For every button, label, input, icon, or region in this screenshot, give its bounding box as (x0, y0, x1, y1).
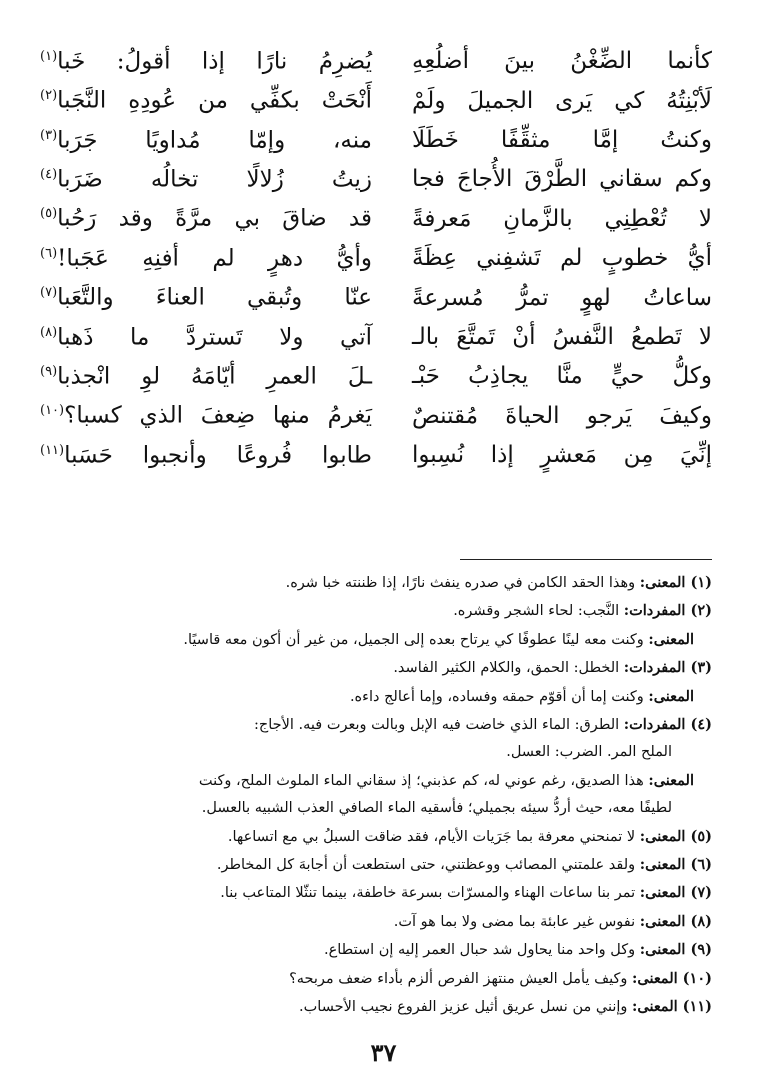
page-number: ٣٧ (370, 1038, 397, 1067)
verse-second-hemistich: طابوا فُروعًا وأنجبوا حَسَبا$^{(١١)}$ (40, 442, 372, 469)
verse (40, 200, 712, 239)
footnote-continuation: الملح المر. الضرب: العسل. (506, 744, 672, 761)
footnote-ref: (٤) (40, 167, 58, 183)
footnote: (١٠) المعنى: وكيف يأمل العيش منتهز الفرص ألزم بأداء ضعف مربحه؟ (289, 969, 712, 987)
verse-second-hemistich: ـلَ العمرِ أيّامَهُ لوِ انْجذبا$^{(٩)}$ (40, 363, 372, 390)
footnote-continuation: لطيفًا معه، حيث أردُّ سيئه بجميلي؛ فأسقيه الماء الصافي العذب الشبيه بالعسل. (201, 800, 672, 817)
verse-second-hemistich: عنّا وتُبقي العناءَ والتَّعَبا$^{(٧)}$ (40, 284, 372, 311)
footnote-separator (460, 559, 712, 560)
footnote-ref: (١٠) (40, 403, 65, 419)
footnote-ref: (٣) (40, 127, 58, 143)
verse (40, 278, 712, 317)
verse (40, 436, 712, 475)
verse-first-hemistich: وكنتُ إمَّا مثقِّفًا خَطَلَا (412, 126, 712, 153)
verse-second-hemistich: أَنْحَتْ بكفِّي من عُودِهِ النَّجَبا$^{(٢)}$ (40, 87, 372, 114)
poem (40, 42, 712, 475)
verse-second-hemistich: يُضرِمُ نارًا إذا أقولُ: خَبا$^{(١)}$ (40, 48, 372, 75)
verse-first-hemistich: وكلُّ حيٍّ منَّا يجاذِبُ حَبْـ (412, 363, 712, 390)
verse-first-hemistich: لا تُعْطِنِي بالزَّمانِ مَعرفةً (412, 205, 712, 232)
verse-second-hemistich: آتي ولا تَستردَّ ما ذَهبا$^{(٨)}$ (40, 324, 372, 351)
verse (40, 397, 712, 436)
footnote-meaning: المعنى: وكنت إما أن أقوّم حمقه وفساده، وإما أعالج داءه. (349, 687, 694, 705)
footnote-ref: (١١) (40, 442, 65, 458)
verse-first-hemistich: لَأبْنِتُهُ كي يَرى الجميلَ ولَمْ (412, 87, 712, 114)
verse-second-hemistich: قد ضاقَ بي مرَّةً وقد رَحُبا$^{(٥)}$ (40, 206, 372, 233)
footnote: (٨) المعنى: نفوس غير عابئة بما مضى ولا بما هو آت. (393, 912, 712, 930)
footnote-ref: (٩) (40, 363, 58, 379)
verse (40, 357, 712, 396)
verse-first-hemistich: لا تَطمعُ النَّفسُ أنْ تَمتَّعَ بالـ (412, 323, 712, 350)
footnote: (٢) المفردات: النَّجب: لحاء الشجر وقشره. (453, 602, 712, 620)
verse-second-hemistich: منه، وإمّا مُداويًا جَرَبا$^{(٣)}$ (40, 127, 372, 154)
footnote-ref: (٨) (40, 324, 58, 340)
verse-first-hemistich: أيُّ خطوبٍ لم تَشفِني عِظَةً (412, 245, 712, 272)
verse (40, 121, 712, 160)
footnotes (40, 569, 712, 1022)
verse (40, 160, 712, 199)
footnote: (٤) المفردات: الطرق: الماء الذي خاضت فيه الإبل وبالت وبعرت فيه. الأجاج: (253, 716, 712, 734)
verse-second-hemistich: زيتُ زُلالًا تخالُه ضَرَبا$^{(٤)}$ (40, 166, 372, 193)
footnote: (١) المعنى: وهذا الحقد الكامن في صدره ينفث نارًا، إذا ظننته خبا شره. (285, 574, 712, 591)
verse-first-hemistich: وكم سقاني الطَّرْقَ الأُجاجَ فجا (412, 166, 712, 193)
verse-second-hemistich: وأيُّ دهرٍ لم أفنِهِ عَجَبا!$^{(٦)}$ (40, 245, 372, 272)
footnote: (٣) المفردات: الخطل: الحمق، والكلام الكثير الفاسد. (393, 659, 712, 677)
verse (40, 42, 712, 81)
verse-first-hemistich: إنِّيَ مِن مَعشرٍ إذا نُسِبوا (412, 442, 712, 469)
verse (40, 81, 712, 120)
verse (40, 318, 712, 357)
verse-first-hemistich: ساعاتُ لهوٍ تمرُّ مُسرعةً (412, 284, 712, 311)
footnote-ref: (٢) (40, 88, 58, 104)
footnote: (٥) المعنى: لا تمنحني معرفة بما جَرَيات الأيام، فقد ضاقت السبلُ بي مع اتساعها. (227, 827, 712, 845)
verse-first-hemistich: وكيفَ يَرجو الحياةَ مُقتنصٌ (412, 402, 712, 429)
footnote: (٦) المعنى: ولقد علمتني المصائب ووعظتني، حتى استطعت أن أجابهَ كل المخاطر. (216, 856, 712, 874)
verse-second-hemistich: يَغرمُ منها ضِعفَ الذي كسبا؟$^{(١٠)}$ (40, 403, 372, 430)
footnote-ref: (١) (40, 48, 58, 64)
footnote-meaning: المعنى: وكنت معه لينًا عطوفًا كي يرتاح بعده إلى الجميل، من غير أن أكون معه قاسيًا. (183, 630, 694, 648)
footnote-ref: (٧) (40, 285, 58, 301)
footnote: (١١) المعنى: وإنني من نسل عريق أثيل عزيز الفروع نجيب الأحساب. (299, 998, 712, 1016)
footnote: (٧) المعنى: تمر بنا ساعات الهناء والمسرّات بسرعة خاطفة، بينما تنثّلا المتاعب بنا. (220, 884, 712, 902)
footnote-ref: (٦) (40, 245, 58, 261)
footnote-ref: (٥) (40, 206, 58, 222)
footnote-meaning: المعنى: هذا الصديق، رغم عوني له، كم عذبني؛ إذ سقاني الماء الملوث الملح، وكنت (198, 771, 694, 789)
verse (40, 239, 712, 278)
verse-first-hemistich: كأنما الضِّغْنُ بينَ أضلُعِهِ (412, 48, 712, 75)
footnote: (٩) المعنى: وكل واحد منا يحاول شد حبال العمر إليه إن استطاع. (324, 941, 712, 959)
